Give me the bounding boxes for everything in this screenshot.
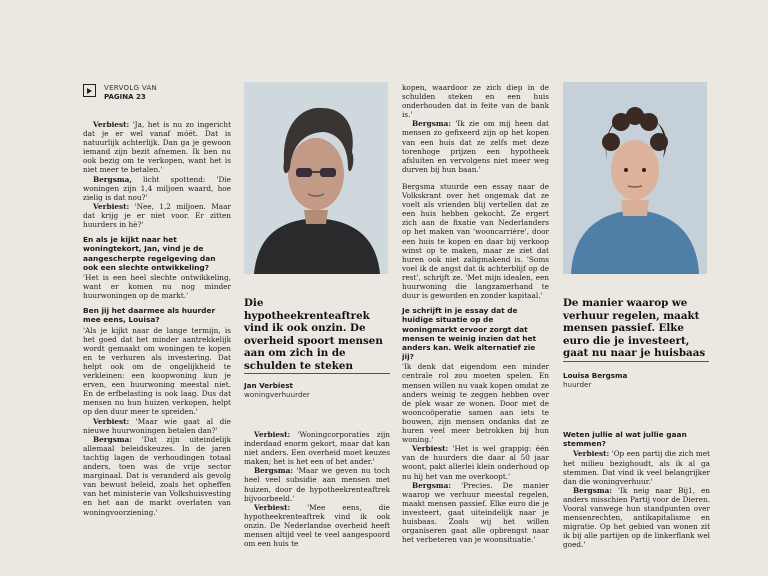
paragraph-text: 'Ja, het is nu zo ingericht dat je er wel vanaf móét. Dat is natuurlijk achterlijk. Dan ga je gewoon iemand zijn bezit afnemen. Ik ben nu ook bezig om te verkopen, want het is niet meer te betalen.' bbox=[83, 120, 231, 175]
paragraph-text: 'Nee, 1,2 miljoen. Maar dat krijg je er niet voor. Er zitten huurders in hè?' bbox=[83, 201, 231, 230]
photo-jan-verbiest bbox=[244, 82, 388, 274]
person-name: Jan Verbiest bbox=[244, 381, 293, 390]
continued-label: VERVOLG VAN bbox=[104, 84, 158, 92]
body-paragraph bbox=[83, 326, 231, 417]
paragraph-text: 'Op een partij die zich met het milieu bezighoudt, als ik al ga stemmen. Dat vind ik veel belangrijker dan die woningverhuur.' bbox=[563, 449, 710, 486]
body-paragraph bbox=[402, 182, 549, 300]
paragraph-text: 'Maar we geven nu toch heel veel subsidie aan mensen met huizen, door de hypotheekrenteaftrek bijvoorbeeld.' bbox=[244, 466, 390, 503]
person-name: Louisa Bergsma bbox=[563, 371, 628, 380]
paragraph-text: 'Het is een heel slechte ontwikkeling, want er komen nu nog minder huurwoningen op de markt.' bbox=[83, 272, 231, 301]
speaker-name: Verbiest: bbox=[93, 201, 130, 211]
pull-quote-1-block bbox=[244, 297, 390, 373]
paragraph-text: licht spottend: 'Die woningen zijn 1,4 miljoen waard, hoe zielig is dat nou?' bbox=[83, 174, 231, 202]
paragraph-text: 'Het is wel grappig: één van de huurders die daar al 50 jaar woont, pakt allerlei klein onderhoud op nu hij het van me overkoopt.' bbox=[402, 444, 549, 481]
speaker-name: Bergsma: bbox=[412, 480, 452, 490]
body-paragraph bbox=[244, 503, 390, 548]
paragraph-gap bbox=[402, 174, 549, 182]
paragraph-text: 'Maar wie gaat al die nieuwe huurwoningen betalen dan?' bbox=[83, 416, 231, 435]
page-reference: PAGINA 23 bbox=[104, 93, 146, 101]
interview-question: Weten jullie al wat jullie gaan stemmen? bbox=[563, 430, 687, 449]
pull-quote-2: De manier waarop we verhuur regelen, maakt mensen passief. Elke euro die je investeert, gaat nu naar je huisbaas bbox=[563, 297, 706, 360]
body-paragraph bbox=[244, 466, 390, 502]
portrait-woman-icon bbox=[563, 82, 707, 274]
paragraph-text: Bergsma stuurde een essay naar de Volkskrant over het ongemak dat ze voelt als vrienden blij vertellen dat ze een huis hebben gekocht. Ze ergert zich aan de fixatie van Nederlanders op het maken van 'wooncarrière', door een huis te kopen en daar bij verkoop winst op te maken, maar ze ziet dat huren ook niet zaligmakend is. 'Soms voel ik de angst dat ik achterblijf op de rest', schrijft ze. 'Met mijn idealen, een huurwoning die langzamerhand te duur is geworden en zonder kapitaal.' bbox=[402, 181, 549, 301]
portrait-man-icon bbox=[244, 82, 388, 274]
article-column-3 bbox=[402, 83, 549, 544]
article-column-2 bbox=[244, 430, 390, 548]
arrow-box-icon bbox=[83, 84, 96, 97]
article-column-4 bbox=[563, 424, 710, 549]
paragraph-text: kopen, waardoor ze zich diep in de schulden steken en een huis onderhouden dat in feite van de bank is.' bbox=[402, 83, 549, 120]
interview-question: En als je kijkt naar het woningtekort, Jan, vind je de aangescherpte regelgeving dan ook een slechte ontwikkeling? bbox=[83, 235, 216, 272]
byline-1 bbox=[244, 381, 390, 399]
photo-louisa-bergsma bbox=[563, 82, 707, 274]
speaker-name: Bergsma: bbox=[573, 485, 613, 495]
body-paragraph bbox=[83, 417, 231, 435]
speaker-name: Verbiest: bbox=[412, 444, 449, 454]
interview-question: Je schrijft in je essay dat de huidige situatie op de woningmarkt ervoor zorgt dat mensen te weinig inzien dat het anders kan. Welk alternatief zie jij? bbox=[402, 306, 537, 362]
paragraph-text: 'Mee eens, die hypotheekrenteaftrek vind ik ook onzin. De Nederlandse overheid heeft mensen altijd veel te veel aangespoord om een huis te bbox=[244, 502, 390, 549]
body-paragraph bbox=[563, 449, 710, 485]
byline-2 bbox=[563, 371, 709, 389]
body-paragraph bbox=[83, 120, 231, 175]
paragraph-text: 'Ik zie om mij heen dat mensen zo gefixeerd zijn op het kopen van een huis dat ze zelfs met deze torenhoge prijzen een hypotheek afsluiten en vervolgens niet meer weg durven bij hun baan.' bbox=[402, 119, 549, 174]
paragraph-text: 'Als je kijkt naar de lange termijn, is het goed dat het minder aantrekkelijk wordt gemaakt om woningen te kopen en te verhuren als investering. Dat helpt ook om de ongelijkheid te verkleinen: een koopwoning kun je erven, een huurwoning meestal niet. En de erfbelasting is ook laag. Dus dat mensen nu hun huizen verkopen, helpt op den duur meer te spreiden.' bbox=[83, 325, 231, 417]
body-paragraph bbox=[83, 273, 231, 300]
speaker-name: Verbiest: bbox=[93, 120, 130, 129]
speaker-name: Bergsma: bbox=[93, 434, 133, 444]
body-paragraph bbox=[563, 486, 710, 550]
divider bbox=[244, 373, 390, 374]
body-paragraph bbox=[402, 119, 549, 174]
paragraph-text: 'Dat zijn uiteindelijk allemaal beleidskeuzes. In de jaren tachtig lagen de verhoudingen totaal anders, toen was de vrije sector marginaal. Dat is veranderd als gevolg van bewust beleid, zoals het opheffen van het ministerie van Volkshuisvesting en het aan de markt overlaten van woningvoorziening.' bbox=[83, 434, 231, 517]
paragraph-text: 'Ik denk dat eigendom een minder centrale rol zou moeten spelen. En mensen willen nu vaak kopen omdat ze anders weinig te zeggen hebben over de plek waar ze wonen. Door met de wooncoöperatie samen aan iets te bouwen, zijn mensen ondanks dat ze huren veel meer betrokken bij hun woning.' bbox=[402, 362, 549, 445]
body-paragraph bbox=[83, 202, 231, 229]
body-paragraph bbox=[402, 444, 549, 480]
person-role: huurder bbox=[563, 380, 592, 389]
speaker-name: Verbiest: bbox=[254, 430, 291, 439]
body-paragraph bbox=[402, 83, 549, 119]
pull-quote-2-block bbox=[563, 297, 709, 360]
article-column-1 bbox=[83, 120, 231, 517]
pull-quote-1: Die hypotheekrenteaftrek vind ik ook onzin. De overheid spoort mensen aan om zich in de schulden te steken bbox=[244, 297, 383, 372]
body-paragraph bbox=[402, 481, 549, 545]
speaker-name: Verbiest: bbox=[254, 502, 291, 512]
speaker-name: Verbiest: bbox=[93, 416, 130, 426]
divider bbox=[563, 361, 709, 362]
body-paragraph bbox=[402, 362, 549, 444]
speaker-name: Verbiest: bbox=[573, 449, 610, 459]
body-paragraph bbox=[244, 430, 390, 466]
paragraph-text: 'Ik neig naar Bij1, en anders misschien Partij voor de Dieren. Vooral vanwege hun standpunten over mensenrechten, antikapitalisme en migratie. Op het gebied van wonen zit ik bij alle partijen op de linkerflank wel goed.' bbox=[563, 485, 710, 550]
paragraph-text: 'Precies. De manier waarop we verhuur meestal regelen, maakt mensen passief. Elke euro die je investeert, gaat uiteindelijk naar je huisbaas. Zoals wij het willen organiseren gaat alle opbrengst naar het verbeteren van je woonsituatie.' bbox=[402, 480, 549, 545]
body-paragraph bbox=[83, 435, 231, 517]
paragraph-text: 'Woningcorporaties zijn inderdaad enorm gekort, maar dat kan niet anders. Een overheid moet keuzes maken; het is het een of het ander.' bbox=[244, 430, 390, 467]
body-paragraph bbox=[83, 175, 231, 202]
interview-question: Ben jij het daarmee als huurder mee eens, Louisa? bbox=[83, 306, 216, 325]
speaker-name: Bergsma: bbox=[254, 466, 294, 476]
person-role: woningverhuurder bbox=[244, 390, 310, 399]
speaker-name: Bergsma: bbox=[412, 119, 452, 129]
speaker-name: Bergsma, bbox=[93, 174, 132, 184]
